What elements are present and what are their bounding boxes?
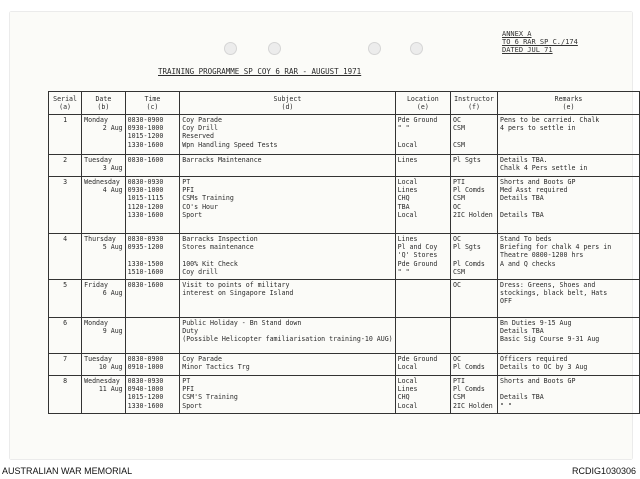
cell-subject-line: PFI: [182, 186, 195, 195]
cell-location: [395, 280, 450, 318]
cell-location-line: Lines: [397, 156, 418, 164]
cell-subject-line: Wpn Handling Speed Tests: [182, 140, 278, 149]
annex-line: TO 6 RAR SP C./174: [502, 38, 578, 46]
table-row: [49, 376, 640, 414]
cell-location-line: CHQ: [397, 393, 410, 402]
cell-subject-line: (Possible Helicopter familiarisation training-10 AUG): [182, 335, 393, 344]
cell-subject-line: Reserved: [182, 132, 214, 141]
cell-location-line: Local: [397, 140, 418, 149]
cell-remarks-line: Details TBA: [500, 327, 544, 336]
cell-instructor-line: [453, 251, 495, 259]
cell-remarks-line: Basic Sig Course 9-31 Aug: [500, 335, 600, 344]
cell-serial: 7: [49, 354, 82, 376]
cell-serial: 6: [49, 318, 82, 354]
cell-time: [125, 376, 180, 414]
cell-location-line: Local: [397, 377, 418, 385]
cell-date-value: 9 Aug: [102, 327, 123, 336]
cell-time-line: [128, 251, 178, 259]
cell-instructor-line: CSM: [453, 267, 465, 276]
cell-subject-line: CO's Hour: [182, 202, 218, 211]
cell-remarks: [498, 115, 640, 155]
cell-location-line: [398, 319, 448, 327]
table-row: [49, 280, 640, 318]
cell-location-line: " ": [397, 267, 410, 276]
cell-date-value: 6 Aug: [102, 289, 123, 298]
footer-archive: AUSTRALIAN WAR MEMORIAL: [2, 466, 133, 476]
cell-subject-line: Sport: [182, 210, 203, 219]
cell-location-line: Local: [397, 210, 418, 219]
cell-day: Tuesday: [84, 355, 112, 363]
cell-date: [82, 280, 126, 318]
cell-remarks-line: Officers required: [500, 355, 568, 363]
cell-subject-line: Visit to points of military: [182, 281, 290, 289]
cell-day: Monday: [84, 116, 108, 124]
cell-date-value: 5 Aug: [102, 243, 123, 252]
cell-location-line: Local: [397, 363, 418, 372]
annex-reference: [502, 30, 578, 54]
cell-date: [82, 155, 126, 177]
training-table: [48, 91, 640, 414]
document-title: TRAINING PROGRAMME SP COY 6 RAR - AUGUST 1971: [158, 67, 362, 76]
cell-subject-line: Coy drill: [182, 267, 218, 276]
cell-subject-line: Public Holiday - Bn Stand down: [182, 319, 302, 327]
cell-location-line: Local: [397, 401, 418, 410]
cell-time-line: 0830-0930: [127, 178, 164, 186]
cell-subject-line: Coy Drill: [182, 124, 218, 133]
cell-remarks-line: Shorts and Boots GP: [500, 377, 576, 385]
cell-time: [125, 115, 180, 155]
cell-remarks-line: Med Asst required: [500, 186, 568, 195]
cell-remarks: [498, 280, 640, 318]
cell-location-line: 'Q' Stores: [397, 251, 438, 260]
table-row: [49, 177, 640, 234]
cell-serial: 1: [49, 115, 82, 155]
cell-remarks-line: Details TBA: [500, 210, 544, 219]
annex-line: ANNEX A: [502, 30, 532, 38]
cell-day: Wednesday: [84, 377, 120, 385]
cell-time: [125, 155, 180, 177]
cell-remarks-line: A and Q checks: [500, 259, 556, 268]
cell-location-line: Lines: [397, 385, 418, 394]
cell-remarks-line: Briefing for chalk 4 pers in: [500, 243, 612, 252]
cell-time-line: 1015-1200: [127, 393, 164, 402]
cell-instructor: [451, 115, 498, 155]
cell-subject: [180, 376, 395, 414]
cell-date-value: 11 Aug: [98, 385, 123, 394]
cell-subject-line: CSM'S Training: [182, 393, 238, 402]
cell-time: [125, 234, 180, 280]
cell-instructor-line: OC: [453, 281, 461, 289]
cell-instructor-line: CSM: [453, 194, 465, 203]
cell-instructor: [451, 376, 498, 414]
cell-remarks: [498, 318, 640, 354]
cell-remarks-line: Details TBA: [500, 194, 544, 203]
cell-date-value: 2 Aug: [102, 124, 123, 133]
cell-location: [395, 155, 450, 177]
cell-remarks: [498, 376, 640, 414]
cell-remarks-line: OFF: [500, 297, 512, 306]
cell-instructor-line: OC: [453, 202, 461, 211]
cell-subject-line: Barracks Inspection: [182, 235, 258, 243]
footer-id: RCDIG1030306: [571, 466, 636, 476]
cell-instructor-line: CSM: [453, 140, 465, 149]
cell-date: [82, 376, 126, 414]
annex-line: DATED JUL 71: [502, 46, 553, 54]
cell-serial: 8: [49, 376, 82, 414]
cell-time-line: 0830-1600: [127, 281, 164, 289]
cell-date: [82, 234, 126, 280]
cell-subject: [180, 280, 395, 318]
header-instructor: Instructor (f): [451, 92, 498, 115]
cell-instructor-line: 2IC Holden: [453, 401, 493, 410]
cell-remarks: [498, 155, 640, 177]
cell-time-line: 1510-1600: [127, 267, 164, 276]
cell-serial: 5: [49, 280, 82, 318]
cell-serial: 3: [49, 177, 82, 234]
cell-subject-line: Minor Tactics Trg: [182, 363, 250, 372]
cell-time-line: 1330-1500: [127, 259, 164, 268]
cell-instructor-line: 2IC Holden: [453, 210, 493, 219]
cell-subject-line: 100% Kit Check: [182, 259, 238, 268]
cell-day: Thursday: [84, 235, 116, 243]
cell-day: Tuesday: [84, 156, 112, 164]
table-row: [49, 155, 640, 177]
cell-remarks: [498, 234, 640, 280]
cell-time-line: 0830-0930: [127, 235, 164, 243]
cell-location-line: " ": [397, 124, 410, 133]
header-remarks: Remarks (e): [498, 92, 640, 115]
cell-time-line: 1330-1600: [127, 401, 164, 410]
cell-location-line: Pl and Coy: [397, 243, 438, 252]
cell-time-line: 0830-0930: [127, 377, 164, 385]
cell-date-value: 4 Aug: [102, 186, 123, 195]
cell-location: [395, 177, 450, 234]
cell-instructor-line: CSM: [453, 393, 465, 402]
cell-location-line: Pde Ground: [397, 355, 438, 363]
cell-remarks-line: stockings, black belt, Hats: [500, 289, 608, 298]
cell-location-line: [398, 281, 448, 289]
cell-subject-line: PFI: [182, 385, 195, 394]
cell-remarks-line: " ": [500, 401, 512, 410]
cell-time-line: 0830-1600: [127, 156, 164, 164]
cell-subject-line: PT: [182, 178, 191, 186]
cell-instructor-line: [453, 132, 495, 140]
cell-time-line: 1120-1200: [127, 202, 164, 211]
cell-location-line: Pde Ground: [397, 116, 438, 124]
cell-location-line: [398, 132, 448, 140]
cell-date: [82, 177, 126, 234]
cell-remarks-line: Dress: Greens, Shoes and: [500, 281, 596, 289]
table-row: [49, 354, 640, 376]
cell-instructor-line: Pl Comds: [453, 363, 485, 372]
cell-time-line: 0930-1000: [127, 124, 164, 133]
cell-location-line: TBA: [397, 202, 410, 211]
cell-remarks: [498, 177, 640, 234]
cell-instructor-line: Pl Comds: [453, 186, 485, 195]
cell-location-line: CHQ: [397, 194, 410, 203]
cell-time-line: 0940-1000: [127, 385, 164, 394]
table-row: [49, 234, 640, 280]
cell-remarks-line: [500, 385, 637, 393]
cell-subject: [180, 234, 395, 280]
cell-instructor-line: OC: [453, 355, 461, 363]
cell-remarks-line: Bn Duties 9-15 Aug: [500, 319, 572, 327]
cell-subject-line: [182, 251, 392, 259]
punch-hole: [268, 42, 281, 55]
cell-subject-line: Coy Parade: [182, 355, 222, 363]
cell-subject-line: Sport: [182, 401, 203, 410]
header-location: Location (e): [395, 92, 450, 115]
cell-remarks-line: Stand To beds: [500, 235, 552, 243]
cell-remarks: [498, 354, 640, 376]
cell-subject-line: Stores maintenance: [182, 243, 254, 252]
cell-instructor-line: PTI: [453, 178, 465, 186]
cell-remarks-line: 4 pers to settle in: [500, 124, 576, 133]
cell-subject-line: PT: [182, 377, 191, 385]
table-row: [49, 318, 640, 354]
cell-instructor: [451, 354, 498, 376]
cell-time-line: 1015-1200: [127, 132, 164, 141]
header-time: Time (c): [125, 92, 180, 115]
cell-remarks-line: Shorts and Boots GP: [500, 178, 576, 186]
header-row: [49, 92, 640, 115]
cell-location: [395, 318, 450, 354]
cell-time-line: 0910-1000: [127, 363, 164, 372]
header-subject: Subject (d): [180, 92, 395, 115]
cell-time: [125, 177, 180, 234]
cell-time-line: 0830-0900: [127, 116, 164, 124]
cell-location: [395, 115, 450, 155]
cell-date-value: 10 Aug: [98, 363, 123, 372]
cell-day: Monday: [84, 319, 108, 327]
cell-remarks-line: Theatre 0800-1200 hrs: [500, 251, 584, 260]
cell-time-line: 1330-1600: [127, 210, 164, 219]
cell-time-line: 1330-1600: [127, 140, 164, 149]
cell-instructor-line: PTI: [453, 377, 465, 385]
cell-location-line: Lines: [397, 235, 418, 243]
cell-serial: 4: [49, 234, 82, 280]
cell-date-value: 3 Aug: [102, 164, 123, 173]
cell-location: [395, 354, 450, 376]
cell-location: [395, 234, 450, 280]
cell-day: Wednesday: [84, 178, 120, 186]
cell-time-line: 0935-1200: [127, 243, 164, 252]
cell-subject: [180, 318, 395, 354]
cell-subject-line: Duty: [182, 327, 199, 336]
cell-instructor: [451, 155, 498, 177]
cell-instructor-line: OC: [453, 235, 461, 243]
cell-subject-line: Barracks Maintenance: [182, 156, 262, 164]
cell-instructor-line: CSM: [453, 124, 465, 133]
cell-subject: [180, 177, 395, 234]
cell-instructor: [451, 318, 498, 354]
cell-instructor-line: Pl Sgts: [453, 156, 481, 164]
cell-remarks-line: Pens to be carried. Chalk: [500, 116, 600, 124]
cell-instructor: [451, 280, 498, 318]
cell-location: [395, 376, 450, 414]
cell-remarks-line: Details TBA.: [500, 156, 548, 164]
cell-time-line: [128, 319, 178, 327]
table-row: [49, 115, 640, 155]
cell-time: [125, 280, 180, 318]
cell-subject-line: CSMs Training: [182, 194, 234, 203]
cell-time-line: 0830-0900: [127, 355, 164, 363]
cell-time: [125, 318, 180, 354]
cell-time: [125, 354, 180, 376]
cell-day: Friday: [84, 281, 108, 289]
header-date: Date (b): [82, 92, 126, 115]
cell-serial: 2: [49, 155, 82, 177]
cell-remarks-line: Chalk 4 Pers settle in: [500, 164, 588, 173]
cell-date: [82, 318, 126, 354]
cell-remarks-line: [500, 203, 637, 211]
header-serial: Serial (a): [49, 92, 82, 115]
cell-instructor-line: Pl Comds: [453, 259, 485, 268]
cell-instructor-line: [453, 319, 495, 327]
cell-remarks-line: Details to OC by 3 Aug: [500, 363, 588, 372]
cell-instructor-line: Pl Comds: [453, 385, 485, 394]
cell-subject: [180, 155, 395, 177]
cell-instructor-line: Pl Sgts: [453, 243, 481, 252]
cell-instructor: [451, 234, 498, 280]
cell-subject-line: Coy Parade: [182, 116, 222, 124]
cell-subject: [180, 354, 395, 376]
cell-instructor: [451, 177, 498, 234]
cell-time-line: 1015-1115: [127, 194, 164, 203]
cell-date: [82, 354, 126, 376]
punch-hole: [224, 42, 237, 55]
punch-hole: [368, 42, 381, 55]
cell-subject-line: interest on Singapore Island: [182, 289, 294, 298]
cell-location-line: Local: [397, 178, 418, 186]
punch-hole: [410, 42, 423, 55]
cell-date: [82, 115, 126, 155]
cell-time-line: 0930-1000: [127, 186, 164, 195]
cell-location-line: Lines: [397, 186, 418, 195]
cell-instructor-line: OC: [453, 116, 461, 124]
cell-subject: [180, 115, 395, 155]
cell-remarks-line: Details TBA: [500, 393, 544, 402]
cell-location-line: Pde Ground: [397, 259, 438, 268]
